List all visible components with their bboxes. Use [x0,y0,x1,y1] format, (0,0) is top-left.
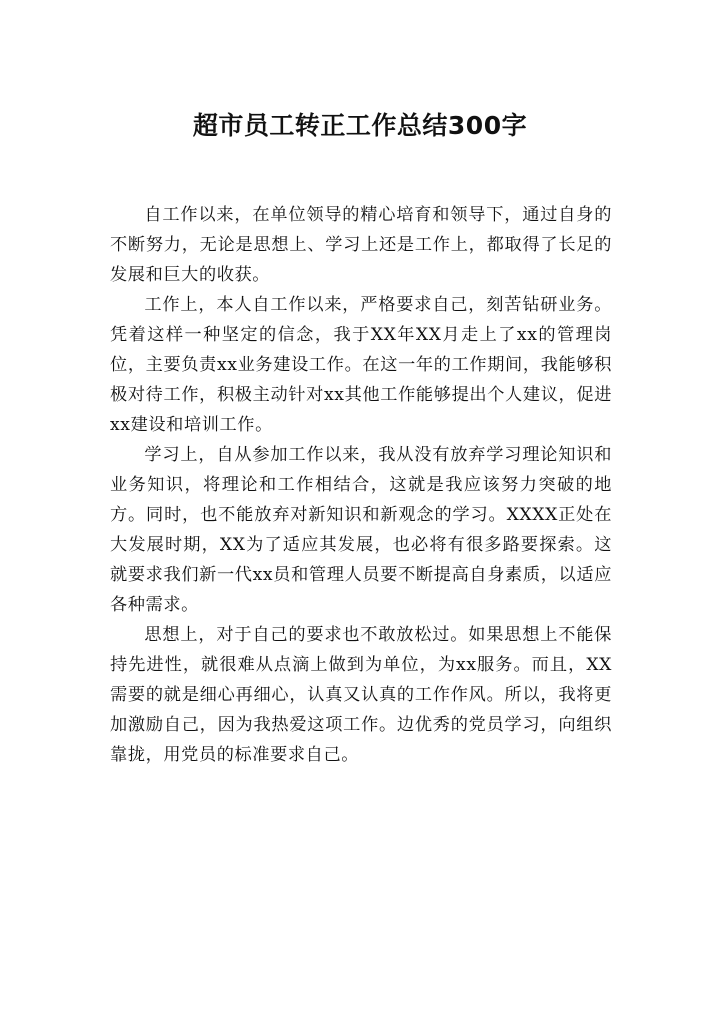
paragraph-thought: 思想上，对于自己的要求也不敢放松过。如果思想上不能保持先进性，就很难从点滴上做到为单位，为xx服务。而且，XX需要的就是细心再细心，认真又认真的工作作风。所以，我将更加激励自己，因为我热爱这项工作。边优秀的党员学习，向组织靠拢，用党员的标准要求自己。 [110,625,612,765]
paragraph-study: 学习上，自从参加工作以来，我从没有放弃学习理论知识和业务知识，将理论和工作相结合，这就是我应该努力突破的地方。同时，也不能放弃对新知识和新观念的学习。XXXX正处在大发展时期，XX为了适应其发展，也必将有很多路要探索。这就要求我们新一代xx员和管理人员要不断提高自身素质，以适应各种需求。 [110,445,612,615]
paragraph-work: 工作上，本人自工作以来，严格要求自己，刻苦钻研业务。凭着这样一种坚定的信念，我于XX年XX月走上了xx的管理岗位，主要负责xx业务建设工作。在这一年的工作期间，我能够积极对待工作，积极主动针对xx其他工作能够提出个人建议，促进xx建设和培训工作。 [110,295,612,435]
document-title: 超市员工转正工作总结300字 [192,111,528,140]
document-body [110,200,612,770]
paragraph-intro: 自工作以来，在单位领导的精心培育和领导下，通过自身的不断努力，无论是思想上、学习上还是工作上，都取得了长足的发展和巨大的收获。 [110,205,612,285]
